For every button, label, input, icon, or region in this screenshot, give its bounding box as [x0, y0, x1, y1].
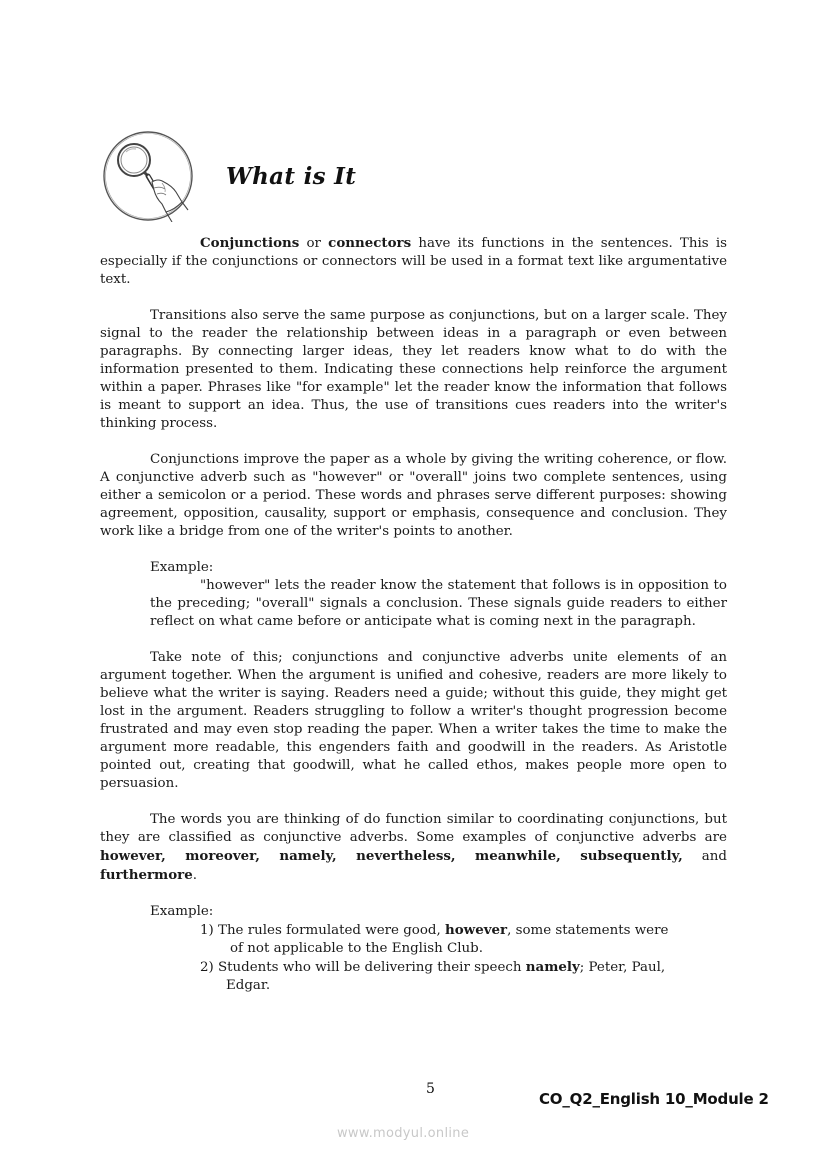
text-span: Students who will be delivering their speech [213, 960, 526, 975]
paragraph-transitions: Transitions also serve the same purpose as conjunctions, but on a larger scale. They signal to the reader the relationship between ideas in a paragraph or even between paragraphs. By connecting larger ideas, they let readers know what to do with the information presented to them. Indicating these connections help reinforce the argument within a paper. Phrases like "for example" let the reader know the information that follows is meant to support an idea. Thus, the use of transitions cues readers into the writer's thinking process. [100, 308, 727, 431]
list-item [150, 958, 727, 995]
example-block-2 [150, 903, 727, 995]
text-continuation: of not applicable to the English Club. [230, 941, 483, 956]
text-span: . [192, 868, 197, 883]
example-label: Example: [150, 904, 214, 919]
example-text: "however" lets the reader know the statement that follows is in opposition to the preceding; "overall" signals a conclusion. These signals guide readers to either reflect on what came before or anticipate what is coming next in the paragraph. [150, 578, 727, 629]
bold-adverb-list: however, moreover, namely, nevertheless, meanwhile, subsequently, [100, 848, 683, 864]
bold-term-conjunctions: Conjunctions [200, 235, 300, 251]
text-span: have its functions in the sentences. This is especially if the conjunctions or connectors will be used in a format text like argumentative text. [100, 236, 727, 287]
example-list [150, 921, 727, 995]
bold-term-connectors: connectors [328, 235, 412, 251]
bold-adverb: namely [525, 959, 580, 975]
magnifying-glass-in-hand-icon [102, 130, 194, 222]
text-continuation: Edgar. [226, 978, 271, 993]
example-block-1 [150, 559, 727, 631]
example-label: Example: [150, 560, 214, 575]
body-content [100, 234, 727, 1013]
page-number: 5 [426, 1081, 435, 1097]
text-span: and [682, 849, 727, 864]
text-span: , some statements were [507, 923, 669, 938]
list-number: 2) [200, 960, 214, 975]
list-number: 1) [200, 923, 214, 938]
paragraph-conjunctions-coherence: Conjunctions improve the paper as a whole by giving the writing coherence, or flow. A conjunctive adverb such as "however" or "overall" joins two complete sentences, using either a semicolon or a period. These words and phrases serve different purposes: showing agreement, opposition, causality, support or emphasis, consequence and conclusion. They work like a bridge from one of the writer's points to another. [100, 452, 727, 539]
bold-adverb-furthermore: furthermore [100, 867, 193, 883]
text-span: or [299, 236, 329, 251]
section-header [102, 130, 502, 230]
text-span: The words you are thinking of do function similar to coordinating conjunctions, but they are classified as conjunctive adverbs. Some examples of conjunctive adverbs are [100, 812, 727, 845]
paragraph-conjunctive-adverbs [100, 811, 727, 885]
watermark: www.modyul.online [337, 1126, 470, 1141]
text-span: The rules formulated were good, [213, 923, 445, 938]
section-title: What is It [226, 163, 357, 190]
paragraph-conjunctions-definition [100, 234, 727, 289]
list-item [150, 921, 705, 958]
module-code: CO_Q2_English 10_Module 2 [539, 1090, 769, 1108]
paragraph-take-note: Take note of this; conjunctions and conjunctive adverbs unite elements of an argument together. When the argument is unified and cohesive, readers are more likely to believe what the writer is saying. Readers need a guide; without this guide, they might get lost in the argument. Readers struggling to follow a writer's thought progression become frustrated and may even stop reading the paper. When a writer takes the time to make the argument more readable, this engenders faith and goodwill in the readers. As Aristotle pointed out, creating that goodwill, what he called ethos, makes people more open to persuasion. [100, 650, 727, 791]
text-span: ; Peter, Paul, [579, 960, 666, 975]
bold-adverb: however [445, 922, 508, 938]
